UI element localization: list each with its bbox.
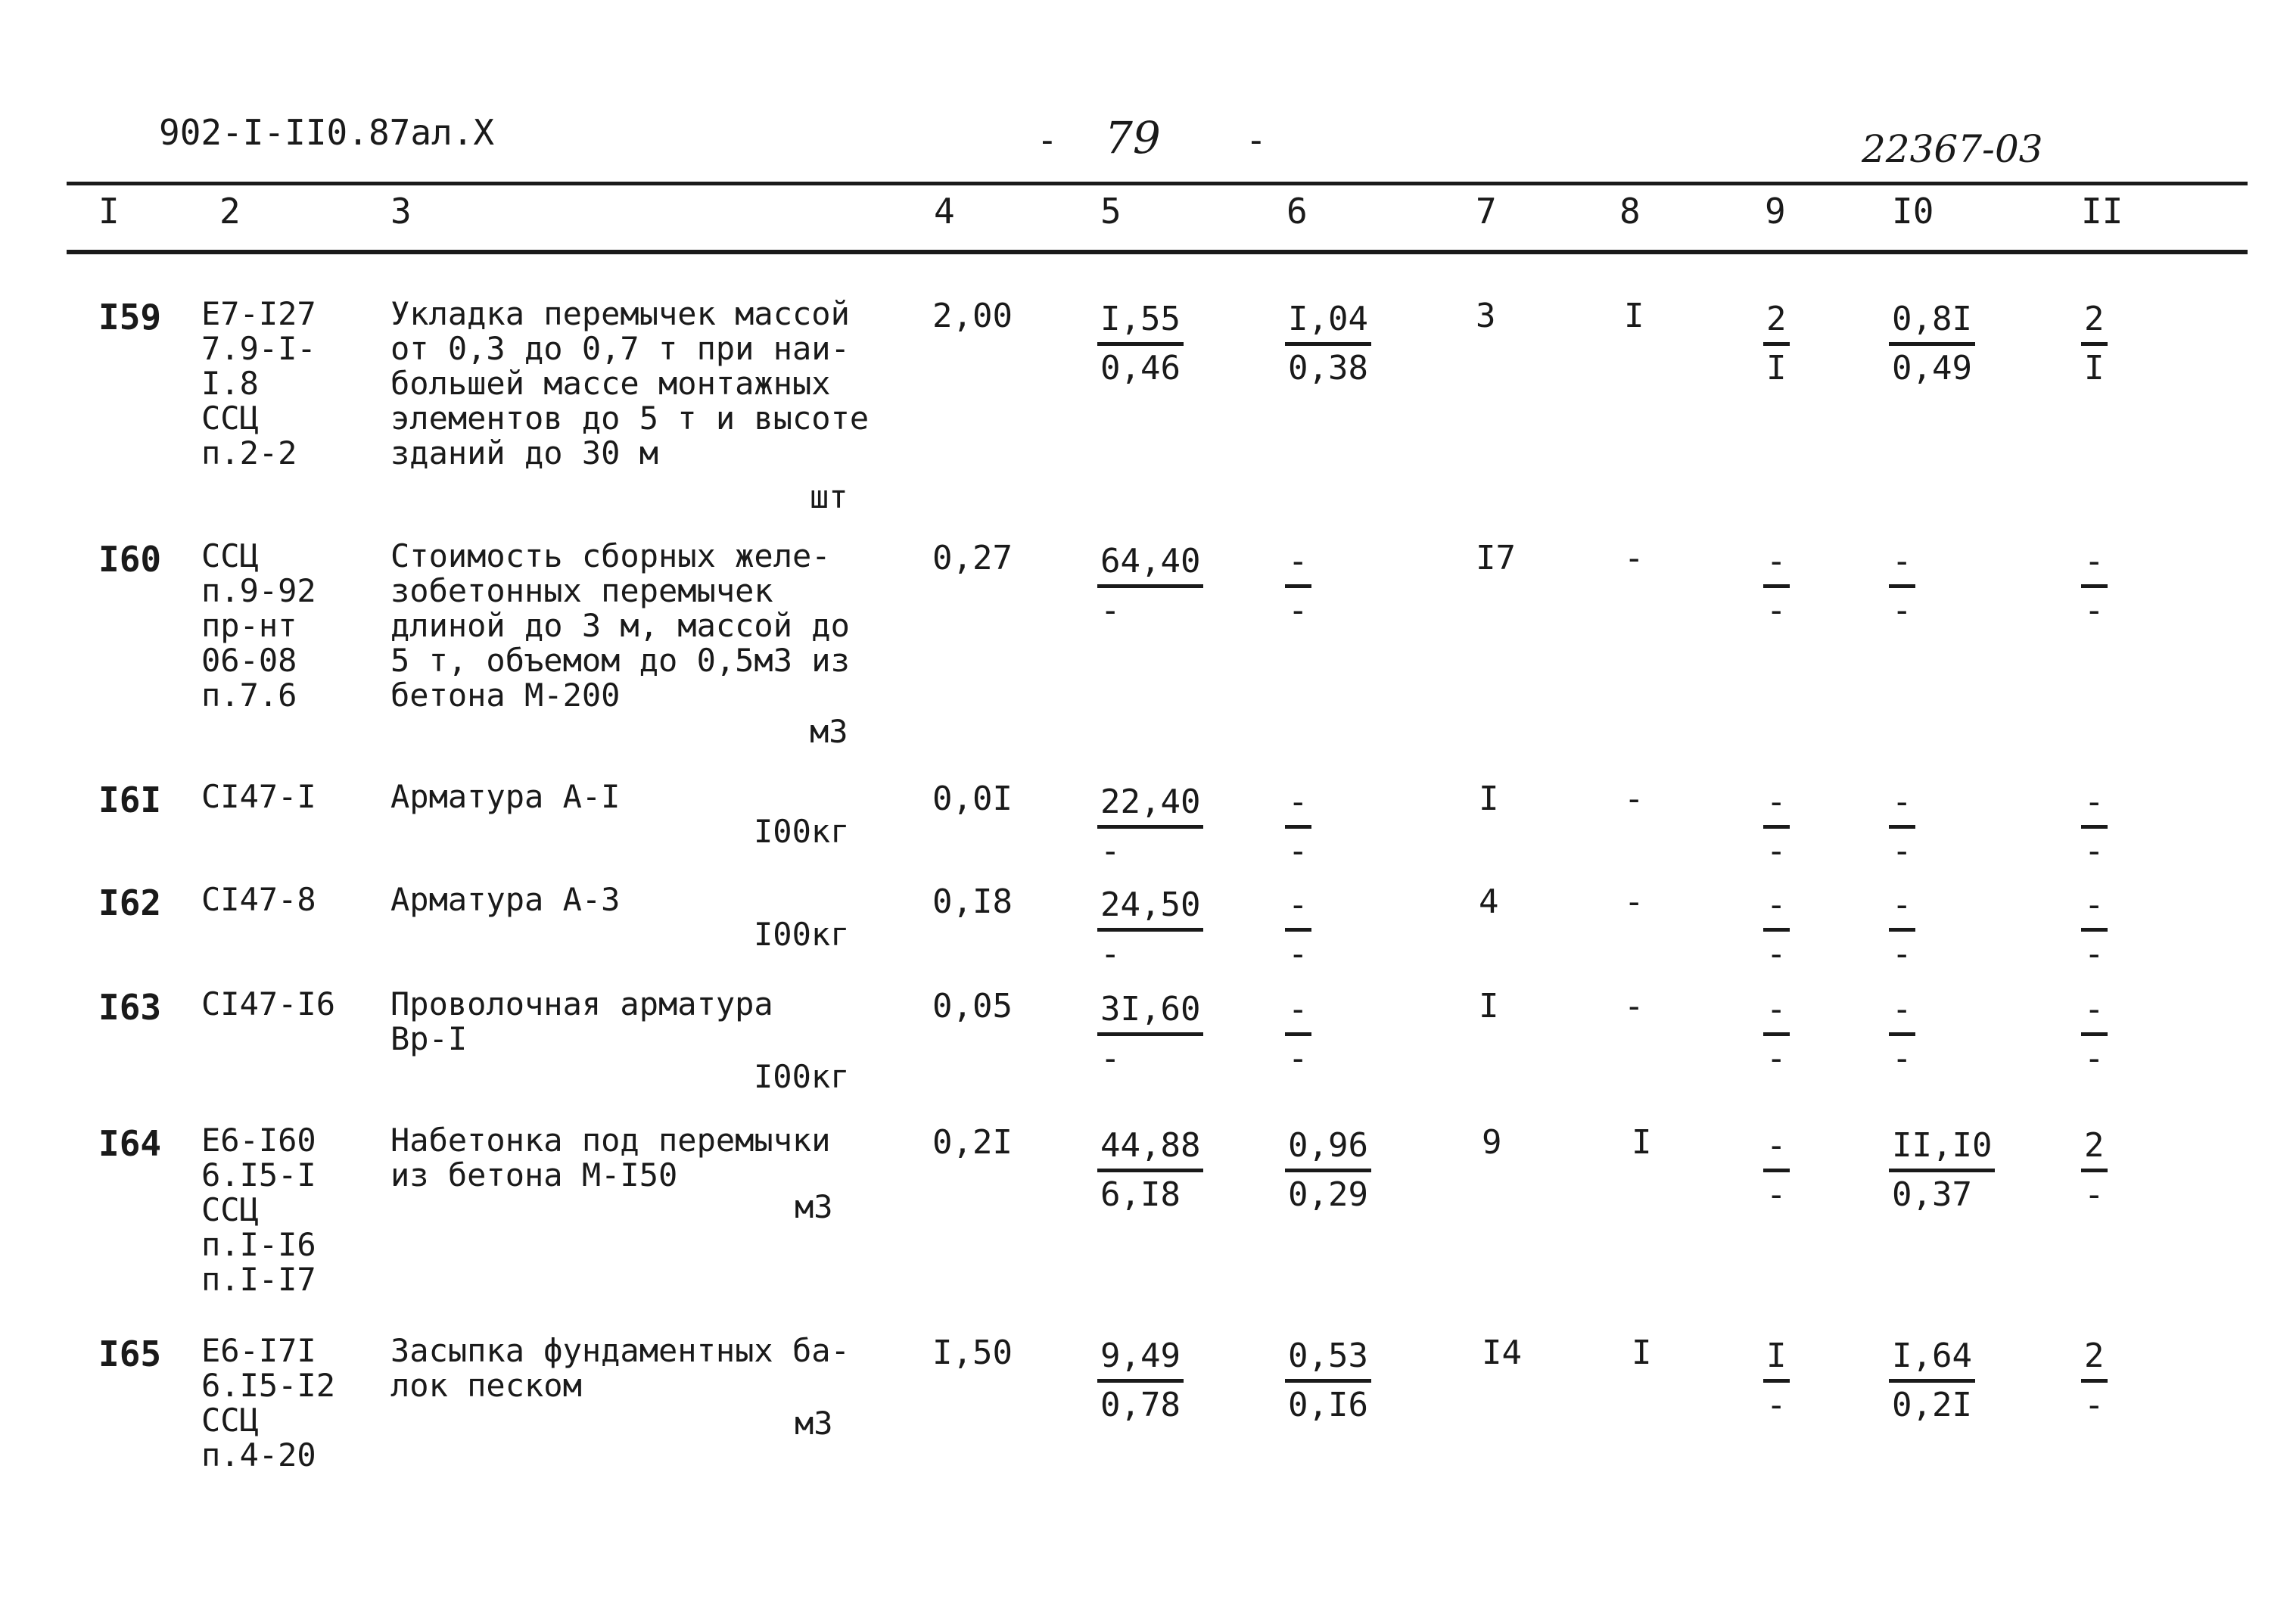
row-reference: Е7-I27 7.9-I- I.8 ССЦ п.2-2	[201, 295, 316, 471]
col10-fraction: - -	[1889, 987, 1915, 1081]
col6-fraction: - -	[1285, 539, 1311, 633]
col11-fraction: - -	[2081, 882, 2108, 977]
col8-value: I	[1632, 1334, 1652, 1372]
row-unit: м3	[810, 713, 848, 750]
col10-fraction: $\frac{I,64}{0,2I}$	[1889, 1334, 1975, 1428]
column-header-5: 5	[1100, 191, 1122, 232]
row-number: I64	[98, 1123, 162, 1164]
col6-fraction: - -	[1285, 780, 1311, 874]
col11-fraction: 2 -	[2081, 1334, 2108, 1428]
row-reference: СI47-I6	[201, 985, 336, 1022]
col7-value: 9	[1482, 1123, 1502, 1162]
col7-value: I7	[1476, 539, 1516, 577]
col8-value: -	[1624, 539, 1644, 577]
column-header-3: 3	[390, 191, 412, 232]
col11-fraction: - -	[2081, 780, 2108, 874]
column-header-10: I0	[1892, 191, 1934, 232]
col10-fraction: - -	[1889, 539, 1915, 633]
col8-value: -	[1624, 882, 1644, 921]
col8-value: -	[1624, 780, 1644, 818]
column-header-8: 8	[1619, 191, 1641, 232]
header-rule-bottom	[67, 250, 2248, 254]
column-header-1: I	[98, 191, 120, 232]
row-description: Засыпка фундаментных ба- лок песком	[390, 1332, 850, 1404]
row-quantity: 2,00	[932, 297, 1013, 335]
col6-fraction: - -	[1285, 882, 1311, 977]
col11-fraction: $\frac{2}{I}$	[2081, 297, 2108, 391]
sheet-code: 22367-03	[1862, 127, 2043, 171]
col10-fraction: $\frac{0,8I}{0,49}$	[1889, 297, 1975, 391]
column-header-2: 2	[219, 191, 241, 232]
col9-fraction: - -	[1763, 987, 1790, 1081]
col7-value: I	[1479, 987, 1499, 1025]
page-dash-left: -	[1037, 120, 1058, 160]
col10-fraction: $\frac{II,I0}{0,37}$	[1889, 1123, 1995, 1218]
row-number: I6I	[98, 780, 162, 820]
page-number: 79	[1105, 112, 1161, 163]
col8-value: I	[1624, 297, 1644, 335]
row-unit: м3	[795, 1188, 833, 1225]
col11-fraction: - -	[2081, 539, 2108, 633]
col9-fraction: - -	[1763, 882, 1790, 977]
col9-fraction: $\frac{2}{I}$	[1763, 297, 1790, 391]
document-code: 902-I-II0.87ал.X	[159, 112, 495, 153]
row-number: I62	[98, 882, 162, 923]
col7-value: I4	[1482, 1334, 1522, 1372]
col7-value: 3	[1476, 297, 1496, 335]
col8-value: -	[1624, 987, 1644, 1025]
row-description: Стоимость сборных желе- зобетонных перемычек длиной до 3 м, массой до 5 т, объемом до 0,5м3 из бетона М-200	[390, 537, 850, 714]
column-header-4: 4	[934, 191, 955, 232]
column-header-7: 7	[1476, 191, 1497, 232]
col5-fraction: 3I,60 -	[1097, 987, 1203, 1081]
row-reference: Е6-I7I 6.I5-I2 ССЦ п.4-20	[201, 1332, 336, 1474]
col9-fraction: I -	[1763, 1334, 1790, 1428]
page-dash-right: -	[1246, 120, 1267, 160]
row-unit: м3	[795, 1405, 833, 1442]
col6-fraction: $\frac{0,96}{0,29}$	[1285, 1123, 1371, 1218]
row-quantity: I,50	[932, 1334, 1013, 1372]
row-reference: Е6-I60 6.I5-I ССЦ п.I-I6 п.I-I7	[201, 1122, 316, 1298]
row-quantity: 0,0I	[932, 780, 1013, 818]
header-rule-top	[67, 182, 2248, 185]
row-reference: ССЦ п.9-92 пр-нт 06-08 п.7.6	[201, 537, 316, 714]
col5-fraction: 64,40 -	[1097, 539, 1203, 633]
row-description: Арматура А-I	[390, 778, 621, 815]
col6-fraction: - -	[1285, 987, 1311, 1081]
row-number: I63	[98, 987, 162, 1028]
col5-fraction: $\frac{I,55}{0,46}$	[1097, 297, 1184, 391]
row-reference: СI47-I	[201, 778, 316, 815]
col7-value: 4	[1479, 882, 1499, 921]
col8-value: I	[1632, 1123, 1652, 1162]
row-number: I59	[98, 297, 162, 338]
row-number: I60	[98, 539, 162, 580]
row-description: Арматура А-3	[390, 881, 621, 918]
col9-fraction: - -	[1763, 1123, 1790, 1218]
col9-fraction: - -	[1763, 780, 1790, 874]
col5-fraction: 24,50 -	[1097, 882, 1203, 977]
row-quantity: 0,I8	[932, 882, 1013, 921]
col7-value: I	[1479, 780, 1499, 818]
row-unit: I00кг	[754, 813, 850, 850]
col9-fraction: - -	[1763, 539, 1790, 633]
column-header-9: 9	[1765, 191, 1786, 232]
col10-fraction: - -	[1889, 882, 1915, 977]
col6-fraction: $\frac{0,53}{0,I6}$	[1285, 1334, 1371, 1428]
col5-fraction: $\frac{9,49}{0,78}$	[1097, 1334, 1184, 1428]
col10-fraction: - -	[1889, 780, 1915, 874]
row-description: Проволочная арматура Вр-I	[390, 985, 773, 1057]
row-number: I65	[98, 1334, 162, 1374]
col11-fraction: 2 -	[2081, 1123, 2108, 1218]
row-quantity: 0,27	[932, 539, 1013, 577]
row-quantity: 0,2I	[932, 1123, 1013, 1162]
column-header-11: II	[2081, 191, 2123, 232]
row-unit: I00кг	[754, 1058, 850, 1095]
col5-fraction: 22,40 -	[1097, 780, 1203, 874]
row-description: Набетонка под перемычки из бетона М-I50	[390, 1122, 831, 1194]
row-unit: шт	[810, 478, 848, 515]
row-reference: СI47-8	[201, 881, 316, 918]
column-header-6: 6	[1286, 191, 1308, 232]
col5-fraction: $\frac{44,88}{6,I8}$	[1097, 1123, 1203, 1218]
row-description: Укладка перемычек массой от 0,3 до 0,7 т при наи- большей массе монтажных элементов до 5 т и высоте зданий до 30 м	[390, 295, 870, 471]
col11-fraction: - -	[2081, 987, 2108, 1081]
row-unit: I00кг	[754, 916, 850, 953]
row-quantity: 0,05	[932, 987, 1013, 1025]
col6-fraction: $\frac{I,04}{0,38}$	[1285, 297, 1371, 391]
